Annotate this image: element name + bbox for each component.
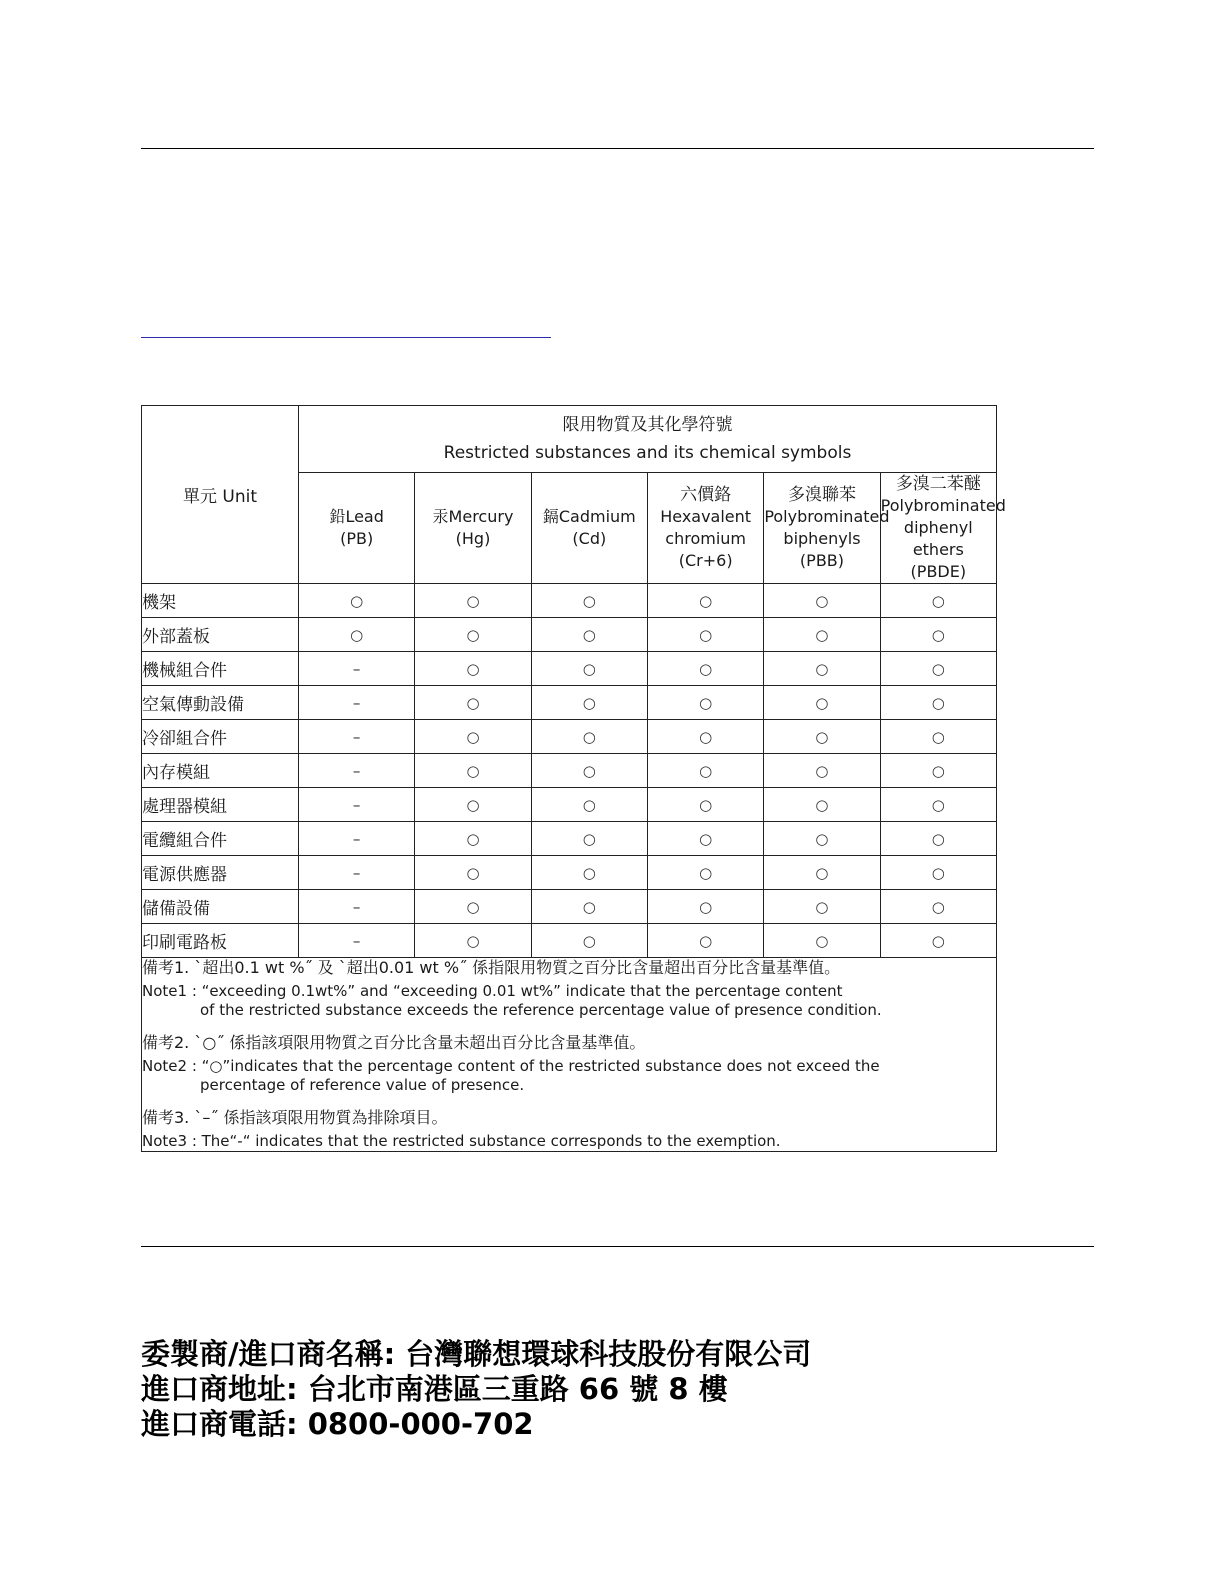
presence-mark: ○ <box>880 618 996 652</box>
importer-info <box>141 1337 811 1442</box>
bottom-divider <box>141 1246 1094 1247</box>
presence-mark: ○ <box>647 890 763 924</box>
presence-mark: ○ <box>531 652 647 686</box>
presence-mark: ○ <box>531 584 647 618</box>
presence-mark: ○ <box>531 618 647 652</box>
presence-mark: ○ <box>880 720 996 754</box>
table-row <box>142 720 997 754</box>
unit-header: 單元 Unit <box>142 406 299 584</box>
presence-mark: ○ <box>647 584 763 618</box>
presence-mark: ○ <box>531 686 647 720</box>
unit-name: 處理器模組 <box>142 788 299 822</box>
presence-mark: ○ <box>415 584 531 618</box>
presence-mark: ○ <box>880 856 996 890</box>
presence-mark: – <box>299 788 415 822</box>
table-row <box>142 652 997 686</box>
unit-name: 機架 <box>142 584 299 618</box>
presence-mark: ○ <box>415 618 531 652</box>
table-row <box>142 924 997 958</box>
presence-mark: ○ <box>415 754 531 788</box>
substance-header-pbb: 多溴聯苯 Polybrominated biphenyls (PBB) <box>764 473 880 584</box>
importer-name: 委製商/進口商名稱: 台灣聯想環球科技股份有限公司 <box>141 1337 812 1371</box>
presence-mark: ○ <box>415 652 531 686</box>
presence-mark: ○ <box>531 890 647 924</box>
unit-name: 冷卻組合件 <box>142 720 299 754</box>
presence-mark: ○ <box>764 856 880 890</box>
table-body <box>142 584 997 958</box>
presence-mark: ○ <box>880 822 996 856</box>
presence-mark: ○ <box>764 754 880 788</box>
presence-mark: ○ <box>647 686 763 720</box>
presence-mark: ○ <box>764 584 880 618</box>
presence-mark: – <box>299 856 415 890</box>
presence-mark: ○ <box>764 890 880 924</box>
table-row <box>142 822 997 856</box>
presence-mark: ○ <box>764 652 880 686</box>
presence-mark: ○ <box>531 754 647 788</box>
presence-mark: ○ <box>880 754 996 788</box>
importer-phone: 進口商電話: 0800-000-702 <box>141 1407 534 1441</box>
table-row <box>142 788 997 822</box>
presence-mark: ○ <box>531 822 647 856</box>
presence-mark: ○ <box>880 652 996 686</box>
presence-mark: ○ <box>880 584 996 618</box>
notes-cell <box>142 958 997 1152</box>
presence-mark: ○ <box>764 720 880 754</box>
presence-mark: ○ <box>764 618 880 652</box>
presence-mark: ○ <box>764 788 880 822</box>
presence-mark: ○ <box>764 822 880 856</box>
unit-name: 外部蓋板 <box>142 618 299 652</box>
substance-header-mercury: 汞Mercury (Hg) <box>415 473 531 584</box>
substance-header-hexavalent-chromium: 六價鉻 Hexavalent chromium (Cr+6) <box>647 473 763 584</box>
presence-mark: ○ <box>647 924 763 958</box>
top-divider <box>141 148 1094 149</box>
link-underline <box>141 337 551 338</box>
unit-name: 儲備設備 <box>142 890 299 924</box>
note-3: 備考3. ˋ–˝ 係指該項限用物質為排除項目。 Note3 : The“-“ indicates that the restricted substance corresponds to the exemption. <box>142 1108 781 1150</box>
unit-name: 電源供應器 <box>142 856 299 890</box>
presence-mark: ○ <box>415 788 531 822</box>
table-row <box>142 618 997 652</box>
presence-mark: ○ <box>415 720 531 754</box>
presence-mark: ○ <box>764 924 880 958</box>
unit-name: 空氣傳動設備 <box>142 686 299 720</box>
group-header-en: Restricted substances and its chemical symbols <box>443 443 852 463</box>
substance-header-cadmium: 鎘Cadmium (Cd) <box>531 473 647 584</box>
presence-mark: – <box>299 924 415 958</box>
importer-address: 進口商地址: 台北市南港區三重路 66 號 8 樓 <box>141 1372 728 1406</box>
presence-mark: ○ <box>647 856 763 890</box>
presence-mark: ○ <box>880 788 996 822</box>
presence-mark: ○ <box>880 890 996 924</box>
table-row <box>142 584 997 618</box>
presence-mark: – <box>299 822 415 856</box>
presence-mark: – <box>299 754 415 788</box>
presence-mark: ○ <box>764 686 880 720</box>
presence-mark: ○ <box>531 788 647 822</box>
presence-mark: ○ <box>880 924 996 958</box>
table-row <box>142 754 997 788</box>
presence-mark: ○ <box>415 856 531 890</box>
presence-mark: – <box>299 720 415 754</box>
presence-mark: ○ <box>415 924 531 958</box>
table-row <box>142 856 997 890</box>
group-header-zh: 限用物質及其化學符號 <box>562 415 733 435</box>
substances-group-header <box>299 406 997 473</box>
presence-mark: ○ <box>531 720 647 754</box>
unit-name: 機械組合件 <box>142 652 299 686</box>
unit-name: 電纜組合件 <box>142 822 299 856</box>
presence-mark: ○ <box>647 788 763 822</box>
presence-mark: ○ <box>647 822 763 856</box>
unit-name: 印刷電路板 <box>142 924 299 958</box>
presence-mark: ○ <box>647 720 763 754</box>
presence-mark: ○ <box>531 856 647 890</box>
presence-mark: ○ <box>299 618 415 652</box>
presence-mark: ○ <box>415 890 531 924</box>
presence-mark: ○ <box>531 924 647 958</box>
presence-mark: ○ <box>880 686 996 720</box>
note-1: 備考1. ˋ超出0.1 wt %˝ 及 ˋ超出0.01 wt %˝ 係指限用物質之百分比含量超出百分比含量基準值。 Note1 : “exceeding 0.1wt%” and “exceeding 0.01 wt%” indicate that the percentage content of the restricted substance exceeds the reference percentage value of presence condition. <box>142 958 882 1019</box>
substance-header-pbde: 多溴二苯醚 Polybrominated diphenyl ethers (PBDE) <box>880 473 996 584</box>
substance-header-lead: 鉛Lead (PB) <box>299 473 415 584</box>
presence-mark: ○ <box>647 618 763 652</box>
note-2: 備考2. ˋ○˝ 係指該項限用物質之百分比含量未超出百分比含量基準值。 Note2 : “○”indicates that the percentage content of the restricted substance does not exceed the percentage of reference value of presence. <box>142 1033 880 1094</box>
presence-mark: ○ <box>647 754 763 788</box>
presence-mark: ○ <box>415 686 531 720</box>
presence-mark: – <box>299 652 415 686</box>
restricted-substances-table <box>141 405 1006 1152</box>
presence-mark: ○ <box>415 822 531 856</box>
presence-mark: – <box>299 890 415 924</box>
presence-mark: ○ <box>647 652 763 686</box>
presence-mark: ○ <box>299 584 415 618</box>
presence-mark: – <box>299 686 415 720</box>
table-row <box>142 890 997 924</box>
table-row <box>142 686 997 720</box>
unit-name: 內存模組 <box>142 754 299 788</box>
